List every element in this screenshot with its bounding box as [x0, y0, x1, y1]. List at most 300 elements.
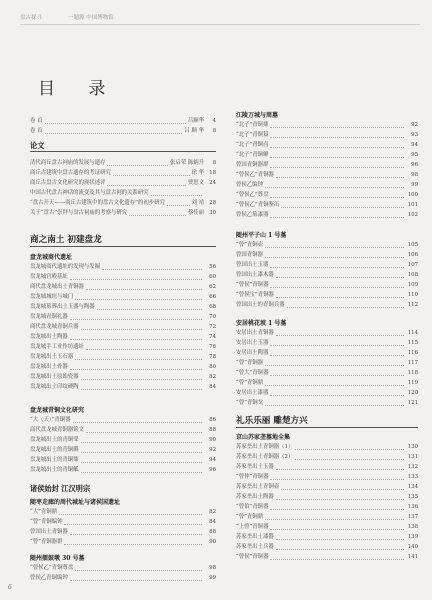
toc-entry-page: 131 — [407, 454, 418, 460]
toc-entry-page: 76 — [209, 344, 216, 350]
toc-entry-title: 盘龙城出土的青铜觚 — [30, 467, 79, 473]
toc-entry-page: 88 — [209, 427, 216, 433]
toc-entry[interactable] — [236, 328, 418, 338]
header-right: 一题源 中国博物馆 — [68, 15, 114, 21]
dot-leader — [270, 509, 404, 510]
toc-entry-page: 135 — [407, 494, 418, 500]
toc-entry-title: 曾侯乙青铜编钟 — [30, 575, 68, 581]
toc-entry-title: 卷 首 — [30, 128, 43, 134]
toc-entry-page: 82 — [209, 509, 216, 515]
toc-entry-page: 99 — [411, 182, 418, 188]
toc-entry-page: 92 — [209, 447, 216, 453]
toc-entry-page: 90 — [209, 539, 216, 545]
dot-leader — [295, 449, 404, 450]
dot-leader — [75, 359, 202, 360]
toc-entry-title: “曾”青铜器 — [236, 360, 264, 366]
dot-leader — [81, 442, 202, 443]
header-left: 盘古探寻 — [20, 15, 43, 21]
dot-leader — [276, 549, 404, 550]
toc-entry-title: “曾”青铜鼎 — [236, 380, 264, 386]
toc-entry[interactable] — [30, 178, 216, 188]
toc-entry-page: 28 — [209, 200, 216, 206]
toc-entry-author: 刘 靖 — [191, 200, 204, 206]
toc-entry-page: 66 — [209, 294, 216, 300]
toc-entry-page: 119 — [407, 380, 418, 386]
dot-leader — [270, 345, 404, 346]
toc-entry-title: 曾国青铜器群 — [236, 162, 269, 168]
toc-entry[interactable] — [30, 537, 216, 547]
page-title: 目 录 — [38, 79, 120, 99]
toc-entry[interactable] — [30, 116, 216, 126]
toc-entry-title: 曾国青铜器 — [236, 252, 263, 258]
toc-entry-page: 78 — [209, 354, 216, 360]
dot-leader — [70, 279, 202, 280]
toc-entry-title: “曾侯”青铜器 — [236, 554, 269, 560]
dot-leader — [276, 335, 404, 336]
toc-entry-title: 盘龙城出土的青铜鼎 — [30, 457, 79, 463]
toc-entry[interactable] — [30, 517, 216, 527]
toc-entry-page: 68 — [209, 304, 216, 310]
toc-entry[interactable] — [236, 140, 418, 150]
toc-entry-title: “曾大”青铜器 — [236, 370, 269, 376]
toc-entry-title: 苏家垄出土漆器 — [236, 534, 274, 540]
dot-leader — [64, 524, 202, 525]
toc-entry[interactable] — [236, 300, 418, 310]
toc-entry-page: 88 — [209, 529, 216, 535]
toc-entry-page: 98 — [411, 172, 418, 178]
dot-leader — [270, 375, 404, 376]
toc-entry[interactable] — [236, 200, 418, 210]
dot-leader — [265, 257, 404, 258]
toc-entry-page: 98 — [209, 565, 216, 571]
toc-entry[interactable] — [30, 188, 216, 198]
toc-entry[interactable] — [236, 452, 418, 462]
toc-entry-page: 86 — [209, 417, 216, 423]
toc-entry-title: 安居出土玉器 — [236, 340, 269, 346]
dot-leader — [270, 287, 404, 288]
toc-entry-title: 盘龙城出土印纹硬陶 — [30, 384, 79, 390]
section-heading: 京山苏家垄墓地全集 — [236, 434, 291, 441]
toc-entry[interactable] — [30, 425, 216, 435]
toc-entry-title: “曾”青铜编钟 — [30, 519, 63, 525]
section-rule — [30, 246, 216, 247]
toc-entry[interactable] — [30, 322, 216, 332]
toc-entry-title: “曾”青铜器群 — [30, 539, 63, 545]
toc-entry-title: 盘龙城出土的青铜爵 — [30, 447, 79, 453]
toc-entry-page: 110 — [407, 292, 418, 298]
section-heading: 盘龙城商代遗址 — [30, 254, 73, 261]
toc-entry[interactable] — [236, 170, 418, 180]
toc-entry-page: 112 — [407, 302, 418, 308]
toc-entry-title: 关于“盘古”崇拜与盘古祠庙的考察与研究 — [30, 210, 128, 216]
dot-leader — [270, 147, 404, 148]
toc-entry[interactable] — [236, 130, 418, 140]
toc-entry[interactable] — [30, 362, 216, 372]
toc-entry-page: 94 — [411, 142, 418, 148]
toc-entry[interactable] — [236, 150, 418, 160]
toc-entry-page: 56 — [209, 264, 216, 270]
dot-leader — [276, 539, 404, 540]
dot-leader — [270, 267, 404, 268]
toc-entry-page: 24 — [209, 180, 216, 186]
toc-entry-title: “曾侯乙”尊盘 — [236, 192, 269, 198]
toc-entry-title: 苏家垄出土兵器 — [236, 544, 274, 550]
toc-entry[interactable] — [30, 292, 216, 302]
toc-entry-page: 74 — [209, 334, 216, 340]
dot-leader — [73, 422, 202, 423]
toc-entry[interactable] — [30, 465, 216, 475]
dot-leader — [276, 177, 404, 178]
toc-entry-page: 8 — [212, 128, 216, 134]
toc-entry[interactable] — [236, 260, 418, 270]
dot-leader — [270, 355, 404, 356]
toc-entry[interactable] — [236, 160, 418, 170]
dot-leader — [107, 165, 167, 166]
toc-entry-page: 115 — [407, 340, 418, 346]
toc-entry-title: 安居出土青铜器 — [236, 330, 274, 336]
running-header — [20, 6, 420, 25]
dot-leader — [70, 534, 202, 535]
toc-entry-title: 盘龙城出土骨器 — [30, 364, 68, 370]
toc-entry[interactable] — [236, 240, 418, 250]
toc-entry-page: 8 — [212, 160, 216, 166]
dot-leader — [270, 157, 404, 158]
toc-entry-title: 盘龙城商代遗址的发现与发掘 — [30, 264, 101, 270]
toc-entry-page: 94 — [209, 457, 216, 463]
toc-entry[interactable] — [30, 282, 216, 292]
toc-entry-title: 曾国出土漆木器 — [236, 272, 274, 278]
toc-entry-title: 曾国出土玉器 — [236, 262, 269, 268]
toc-entry-page: 80 — [209, 364, 216, 370]
toc-entry[interactable] — [30, 563, 216, 573]
toc-entry-page: 70 — [209, 314, 216, 320]
toc-entry-title: “曾侯宝”青铜器 — [236, 292, 274, 298]
toc-entry-page: 18 — [209, 170, 216, 176]
dot-leader — [270, 559, 404, 560]
dot-leader — [265, 187, 404, 188]
dot-leader — [270, 479, 404, 480]
toc-entry-title: 盘龙城青铜礼器 — [30, 314, 68, 320]
dot-leader — [270, 167, 404, 168]
dot-leader — [70, 369, 202, 370]
toc-entry[interactable] — [236, 522, 418, 532]
toc-entry[interactable] — [236, 250, 418, 260]
toc-entry-title: 商代盘龙城出土青铜器 — [30, 284, 84, 290]
dot-leader — [270, 217, 404, 218]
toc-entry-title: “曾”青铜鼎 — [236, 514, 264, 520]
toc-entry[interactable] — [236, 368, 418, 378]
toc-entry-author: 贾思文 — [187, 180, 204, 186]
toc-entry-title: “曾侯”青铜器 — [236, 282, 269, 288]
toc-entry-title: “盘古开天——商丘古建筑中的盘古文化遗存”的初步研究 — [30, 200, 165, 206]
toc-entry-title: 安居出土陶器 — [236, 350, 269, 356]
section-heading: 盘龙城青铜文化研究 — [30, 407, 85, 414]
dot-leader — [265, 385, 404, 386]
toc-entry-page: 62 — [209, 284, 216, 290]
dot-leader — [97, 309, 202, 310]
toc-entry-title: 苏家垄出土青铜器（2） — [236, 454, 294, 460]
toc-entry[interactable] — [236, 462, 418, 472]
toc-entry[interactable] — [236, 280, 418, 290]
section-heading: 论文 — [30, 141, 45, 150]
dot-leader — [70, 580, 202, 581]
toc-entry-title: 盘龙城宫殿基址 — [30, 274, 68, 280]
toc-entry[interactable] — [30, 527, 216, 537]
toc-entry-title: 盘龙城出土原始瓷器 — [30, 374, 79, 380]
toc-entry-page: 114 — [407, 330, 418, 336]
section-heading: 诸侯始封 江汉明宗 — [30, 484, 91, 493]
toc-entry[interactable] — [30, 455, 216, 465]
toc-entry-title: 苏家垄出土玉器 — [236, 464, 274, 470]
toc-entry[interactable] — [30, 198, 216, 208]
dot-leader — [270, 395, 404, 396]
toc-entry[interactable] — [236, 532, 418, 542]
toc-entry-title: “北子”青铜簋 — [236, 132, 269, 138]
toc-entry[interactable] — [236, 502, 418, 512]
toc-entry-title: “北子”青铜卣 — [236, 142, 269, 148]
dot-leader — [81, 389, 202, 390]
toc-entry-page: 136 — [407, 504, 418, 510]
toc-entry[interactable] — [30, 168, 216, 178]
toc-entry-title: 曾国出土的青铜兵器 — [236, 302, 285, 308]
dot-leader — [81, 452, 202, 453]
toc-entry-page: 117 — [407, 360, 418, 366]
dot-leader — [64, 544, 202, 545]
toc-entry[interactable] — [236, 378, 418, 388]
toc-entry[interactable] — [30, 272, 216, 282]
toc-entry-page: 118 — [407, 370, 418, 376]
toc-entry-page: 95 — [411, 152, 418, 158]
toc-entry[interactable] — [236, 190, 418, 200]
toc-entry-page: 72 — [209, 324, 216, 330]
toc-entry-page: 96 — [411, 162, 418, 168]
dot-leader — [270, 137, 404, 138]
section-heading: 礼乐乐丽 雕楚方兴 — [236, 416, 308, 426]
toc-entry-title: 曾侯乙编钟 — [236, 182, 263, 188]
toc-entry[interactable] — [236, 338, 418, 348]
dot-leader — [270, 127, 404, 128]
dot-leader — [81, 329, 202, 330]
toc-entry[interactable] — [30, 372, 216, 382]
dot-leader — [276, 297, 404, 298]
section-heading: 江陵万城与周墓 — [236, 112, 279, 119]
toc-entry-title: 商丘古盘古文化研究的现状述评 — [30, 180, 106, 186]
dot-leader — [113, 175, 190, 176]
section-heading: 随枣走廊的周代城址与诸侯国遗址 — [30, 499, 121, 506]
toc-entry-title: 盘龙城墓葬出土玉器与陶器 — [30, 304, 95, 310]
toc-entry-page: 116 — [407, 350, 418, 356]
toc-entry-title: 曾侯乙墓漆器 — [236, 212, 269, 218]
dot-leader — [265, 247, 404, 248]
toc-entry-page: 138 — [407, 524, 418, 530]
section-heading: 商之南土 初建盘龙 — [30, 235, 102, 245]
toc-entry[interactable] — [30, 382, 216, 392]
dot-leader — [70, 339, 202, 340]
toc-entry-page: 84 — [209, 384, 216, 390]
toc-entry-title: 中国古代盘古神话的流变及其与盘古祠的关系研究 — [30, 190, 149, 196]
dot-leader — [86, 432, 202, 433]
toc-entry-page: 120 — [407, 390, 418, 396]
toc-entry-page: 141 — [407, 554, 418, 560]
toc-entry[interactable] — [30, 312, 216, 322]
toc-entry-page: 121 — [407, 400, 418, 406]
toc-entry-title: 苏家垄出土青铜壶 — [236, 484, 280, 490]
toc-entry-title: “曾侯乙”青铜尊盘 — [30, 565, 74, 571]
section-heading: 安居桃花坡 1 号墓 — [236, 320, 287, 327]
toc-entry-title: 曾国出土青铜器 — [30, 529, 68, 535]
toc-entry[interactable] — [236, 442, 418, 452]
toc-entry-title: 盘龙城城垣与城门 — [30, 294, 74, 300]
dot-leader — [265, 405, 404, 406]
toc-entry-page: 139 — [407, 534, 418, 540]
toc-entry[interactable] — [30, 302, 216, 312]
toc-entry-page: 84 — [209, 519, 216, 525]
toc-entry[interactable] — [30, 262, 216, 272]
dot-leader — [265, 365, 404, 366]
toc-entry-page: 106 — [407, 252, 418, 258]
toc-entry-title: 苏家垄出土陶器 — [236, 494, 274, 500]
dot-leader — [75, 299, 202, 300]
dot-leader — [86, 349, 202, 350]
toc-entry[interactable] — [30, 158, 216, 168]
toc-entry-page: 109 — [407, 282, 418, 288]
dot-leader — [270, 197, 404, 198]
dot-leader — [276, 277, 404, 278]
toc-entry-page: 82 — [209, 374, 216, 380]
toc-entry-page: 93 — [411, 132, 418, 138]
dot-leader — [295, 459, 404, 460]
toc-entry[interactable] — [236, 290, 418, 300]
dot-leader — [129, 215, 186, 216]
dot-leader — [287, 307, 404, 308]
toc-entry[interactable] — [236, 512, 418, 522]
toc-entry-title: “北子”青铜觯 — [236, 152, 269, 158]
toc-entry[interactable] — [236, 348, 418, 358]
toc-entry-page: 137 — [407, 514, 418, 520]
toc-entry[interactable] — [30, 507, 216, 517]
toc-entry-title: 盘龙城出土玉石器 — [30, 354, 74, 360]
toc-entry-title: “曾侯乙”青铜器 — [236, 172, 274, 178]
toc-entry[interactable] — [30, 208, 216, 218]
toc-entry-title: 安居出土漆器 — [236, 390, 269, 396]
toc-entry-page: 102 — [407, 212, 418, 218]
dot-leader — [107, 185, 185, 186]
toc-entry-page: 140 — [407, 544, 418, 550]
section-rule — [236, 427, 418, 428]
toc-entry-title: 苏家垄出土青铜器（1） — [236, 444, 294, 450]
toc-entry[interactable] — [236, 180, 418, 190]
dot-leader — [81, 462, 202, 463]
toc-entry[interactable] — [236, 552, 418, 562]
toc-entry-title: “曾仲”青铜器 — [236, 474, 269, 480]
toc-entry-title: “曾伯”青铜器 — [236, 504, 269, 510]
toc-entry-page: 99 — [209, 575, 216, 581]
toc-entry-page: 30 — [209, 210, 216, 216]
toc-entry[interactable] — [236, 398, 418, 408]
dot-leader — [45, 123, 186, 124]
toc-entry-page: 133 — [407, 474, 418, 480]
toc-entry-page: 100 — [407, 192, 418, 198]
toc-entry-title: “大”青铜鼎 — [30, 509, 58, 515]
toc-entry-title: “曾”青铜壶 — [236, 242, 264, 248]
toc-entry-title: 盘龙城出土陶器 — [30, 334, 68, 340]
toc-entry[interactable] — [30, 435, 216, 445]
dot-leader — [86, 289, 202, 290]
dot-leader — [276, 499, 404, 500]
toc-entry-page: 134 — [407, 484, 418, 490]
section-heading: 随州平子山 1 号墓 — [236, 232, 287, 239]
toc-entry[interactable] — [30, 445, 216, 455]
toc-entry-title: “北子”青铜鼎 — [236, 122, 269, 128]
toc-entry[interactable] — [236, 482, 418, 492]
toc-entry-title: “曾侯乙”青铜鉴缶 — [236, 202, 280, 208]
toc-entry-author: 徐 华 — [191, 170, 204, 176]
dot-leader — [75, 570, 202, 571]
toc-entry[interactable] — [236, 388, 418, 398]
toc-entry-page: 4 — [212, 118, 216, 124]
dot-leader — [70, 319, 202, 320]
toc-entry[interactable] — [236, 210, 418, 220]
toc-entry-page: 96 — [209, 467, 216, 473]
toc-entry[interactable] — [30, 415, 216, 425]
dot-leader — [81, 379, 202, 380]
dot-leader — [167, 205, 190, 206]
dot-leader — [45, 133, 183, 134]
toc-entry-title: 商丘古建筑中盘古遗存的考证研究 — [30, 170, 111, 176]
page-number: 6 — [8, 584, 12, 591]
section-rule — [30, 151, 216, 152]
section-heading: 随州擂鼓墩 30 号墓 — [30, 555, 85, 562]
toc-entry-page: 107 — [407, 262, 418, 268]
dot-leader — [59, 514, 202, 515]
toc-entry-author: 吕 顺 华 — [184, 128, 204, 134]
toc-entry-title: 清代商丘盘古祠庙的发展与遗存 — [30, 160, 106, 166]
toc-entry-title: “上曾”青铜器 — [236, 524, 269, 530]
toc-entry-author: 吕顺华 — [187, 118, 204, 124]
toc-entry-page: 105 — [407, 242, 418, 248]
toc-entry-author: 张启荣 陈炳升 — [169, 160, 204, 166]
toc-entry[interactable] — [236, 270, 418, 280]
toc-entry-title: 盘龙城出土的青铜斝 — [30, 437, 79, 443]
toc-entry-page: 92 — [411, 122, 418, 128]
toc-entry-page: 101 — [407, 202, 418, 208]
toc-entry-title: 卷 首 — [30, 118, 43, 124]
toc-entry-page: 132 — [407, 464, 418, 470]
toc-entry[interactable] — [30, 126, 216, 136]
toc-entry[interactable] — [30, 332, 216, 342]
dot-leader — [151, 195, 202, 196]
toc-entry-title: 盘龙城手工业作坊遗址 — [30, 344, 84, 350]
toc-entry[interactable] — [236, 358, 418, 368]
toc-entry[interactable] — [236, 120, 418, 130]
toc-entry[interactable] — [30, 573, 216, 583]
dot-leader — [281, 489, 404, 490]
toc-entry[interactable] — [236, 542, 418, 552]
toc-entry[interactable] — [236, 472, 418, 482]
toc-entry[interactable] — [236, 492, 418, 502]
toc-entry-page: 90 — [209, 437, 216, 443]
toc-entry[interactable] — [30, 342, 216, 352]
toc-entry-title: “曾”青铜戈 — [236, 400, 264, 406]
dot-leader — [276, 469, 404, 470]
toc-entry-page: 130 — [407, 444, 418, 450]
toc-entry-title: “大（天）”青铜器 — [30, 417, 71, 423]
toc-entry-title: 商代盘龙城青铜兵器 — [30, 324, 79, 330]
toc-entry-page: 60 — [209, 274, 216, 280]
toc-entry[interactable] — [30, 352, 216, 362]
dot-leader — [265, 519, 404, 520]
toc-entry-author: 蔡佳丽 — [187, 210, 204, 216]
